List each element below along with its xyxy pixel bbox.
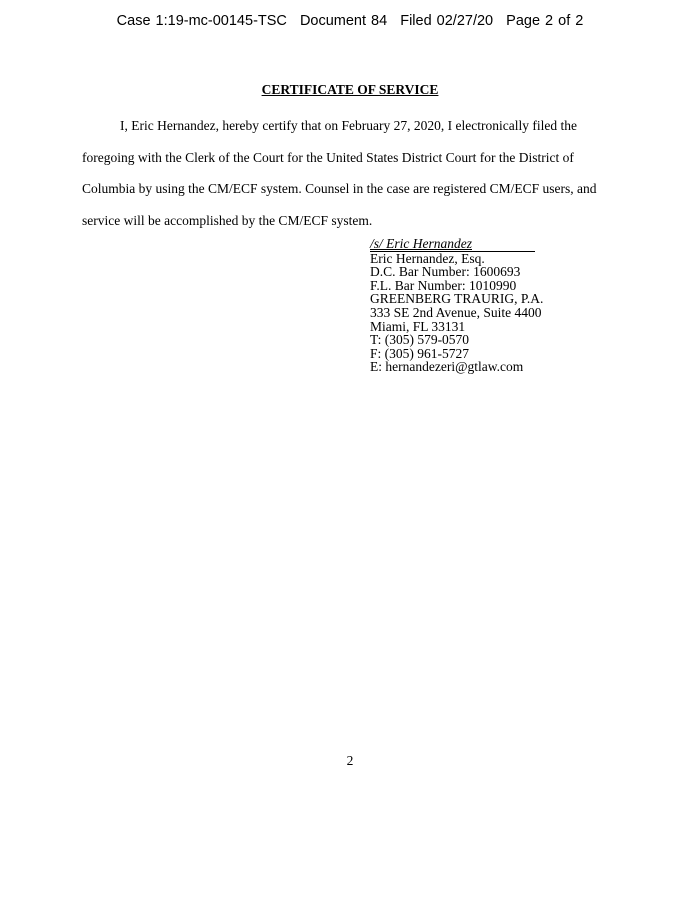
signature-block [370, 237, 543, 374]
ecf-header [0, 13, 700, 29]
page-indicator: Page 2 of 2 [506, 13, 584, 29]
document-number: Document 84 [299, 13, 388, 29]
signature-line [370, 237, 535, 252]
address-line-2: Miami, FL 33131 [370, 318, 466, 334]
email-address: E: hernandezeri@gtlaw.com [370, 359, 524, 375]
firm-name: GREENBERG TRAURIG, P.A. [370, 291, 544, 307]
address-line-1: 333 SE 2nd Avenue, Suite 4400 [370, 304, 542, 320]
dc-bar-number: D.C. Bar Number: 1600693 [370, 264, 521, 280]
certificate-body [82, 110, 612, 236]
body-line-3: Columbia by using the CM/ECF system. Counsel in the case are registered CM/ECF users, and [82, 181, 597, 196]
electronic-signature [370, 237, 543, 252]
signature-text: /s/ Eric Hernandez [370, 236, 472, 251]
fl-bar-number: F.L. Bar Number: 1010990 [370, 277, 517, 293]
fax-number: F: (305) 961-5727 [370, 345, 469, 361]
body-line-1: I, Eric Hernandez, hereby certify that on February 27, 2020, I electronically filed the [120, 118, 577, 133]
body-line-4: service will be accomplished by the CM/ECF system. [82, 212, 373, 228]
phone-number: T: (305) 579-0570 [370, 332, 470, 348]
attorney-name: Eric Hernandez, Esq. [370, 250, 485, 266]
case-number: Case 1:19-mc-00145-TSC [116, 13, 287, 29]
page-number: 2 [346, 753, 354, 768]
document-title: CERTIFICATE OF SERVICE [261, 82, 439, 97]
filed-date: Filed 02/27/20 [400, 13, 494, 29]
body-line-2: foregoing with the Clerk of the Court for the United States District Court for the District of [82, 149, 574, 165]
